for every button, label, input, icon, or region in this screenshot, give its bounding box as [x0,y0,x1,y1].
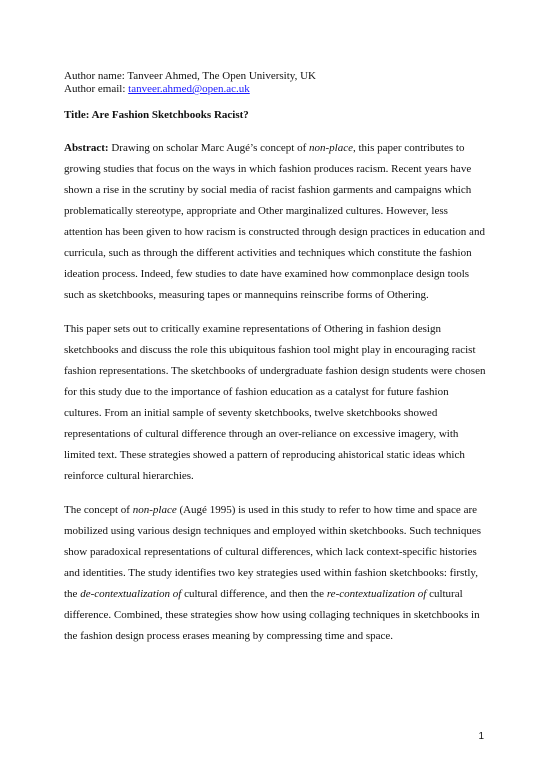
paper-title: Title: Are Fashion Sketchbooks Racist? [64,109,249,121]
abstract-text-1: Drawing on scholar Marc Augé’s concept of [108,142,309,154]
abstract-label: Abstract: [64,142,109,154]
author-email-line [64,83,488,96]
abstract-emphasis: non-place [309,142,353,154]
abstract-paragraph [64,138,488,306]
author-name: Author name: Tanveer Ahmed, The Open University, UK [64,70,316,82]
p3-emphasis-non-place: non-place [132,504,177,516]
p3-text-d: cultural difference. Combined, these strategies show how using collaging techniques in sketchbooks in the fashion design process erases meaning by compressing time and space. [64,588,480,642]
p3-text-c: cultural difference, and then the [181,588,327,600]
p3-emphasis-de-contextualization: de-contextualization of [80,588,182,600]
document-body [64,70,488,647]
body-paragraph-3 [64,500,488,647]
p3-emphasis-re-contextualization: re-contextualization of [326,588,427,600]
p3-text-b: (Augé 1995) is used in this study to refer to how time and space are mobilized using various design techniques and employed within sketchbooks. Such techniques show paradoxical representations of cultural differences, which lack context-specific histories and identities. The study identifies two key strategies used within fashion sketchbooks: firstly, the [64,504,482,600]
page-number: 1 [478,731,484,742]
p3-text-a: The concept of [64,504,133,516]
author-email-label: Author email: [64,83,129,95]
abstract-text-2: , this paper contributes to growing studies that focus on the ways in which fashion produces racism. Recent years have shown a rise in the scrutiny by social media of racist fashion garments and campaigns which problematically stereotype, appropriate and Other marginalized cultures. However, less attention has been given to how racism is constructed through design practices in education and curricula, such as through the different activities and techniques which constitute the fashion ideation process. Indeed, few studies to date have examined how commonplace design tools such as sketchbooks, measuring tapes or mannequins reinscribe forms of Othering. [64,142,485,301]
body-paragraph-2: This paper sets out to critically examine representations of Othering in fashion design sketchbooks and discuss the role this ubiquitous fashion tool might play in encouraging racist fashion representations. The sketchbooks of undergraduate fashion design students were chosen for this study due to the importance of fashion education as a catalyst for future fashion cultures. From an initial sample of seventy sketchbooks, twelve sketchbooks showed representations of cultural difference through an over-reliance on excessive imagery, with limited text. These strategies showed a pattern of reproducing ahistorical static ideas which reinforce cultural hierarchies. [64,323,486,482]
author-email-link[interactable]: tanveer.ahmed@open.ac.uk [128,83,250,95]
